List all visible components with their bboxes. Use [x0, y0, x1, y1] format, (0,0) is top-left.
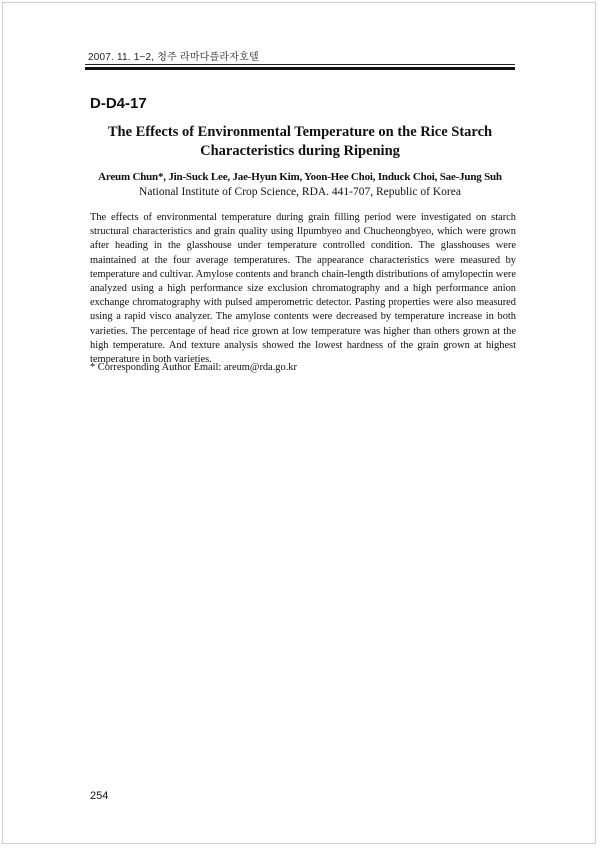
- header-rule-thin: [85, 64, 515, 65]
- affiliation: National Institute of Crop Science, RDA. 441-707, Republic of Korea: [139, 186, 461, 198]
- corresponding-author-email: * Corresponding Author Email: areum@rda.go.kr: [90, 362, 297, 373]
- abstract-body: [90, 211, 516, 367]
- abstract-id: D-D4-17: [90, 95, 147, 112]
- header-rule-thick: [85, 67, 515, 70]
- abstract-paragraph: The effects of environmental temperature during grain filling period were investigated on starch structural characteristics and grain quality using Ilpumbyeo and Chucheongbyeo, which were grown after heading in the glasshouse under temperature controlled condition. The glasshouses were maintained at the four average temperatures. The appearance characteristics were measured by temperature and cultivar. Amylose contents and branch chain-length distributions of amylopectin were analyzed using a high performance size exclusion chromatography and a high performance anion exchange chromatography with pulsed amperometric detector. Pasting properties were also measured using a rapid visco analyzer. The amylose contents were decreased by temperature increase in both varieties. The percentage of head rice grown at low temperature was higher than others grown at the high temperature. And texture analysis showed the lowest hardness of the grain grown at highest temperature in both varieties.: [90, 212, 516, 366]
- page-number: 254: [90, 790, 109, 802]
- running-header: 2007. 11. 1~2, 청주 라마다플라자호텔: [88, 52, 259, 63]
- title-line-1: The Effects of Environmental Temperature on the Rice Starch: [107, 124, 493, 140]
- title-line-2: Characteristics during Ripening: [200, 143, 400, 159]
- authors: Areum Chun*, Jin-Suck Lee, Jae-Hyun Kim, Yoon-Hee Choi, Induck Choi, Sae-Jung Suh: [98, 171, 502, 183]
- paper-title: [85, 123, 515, 161]
